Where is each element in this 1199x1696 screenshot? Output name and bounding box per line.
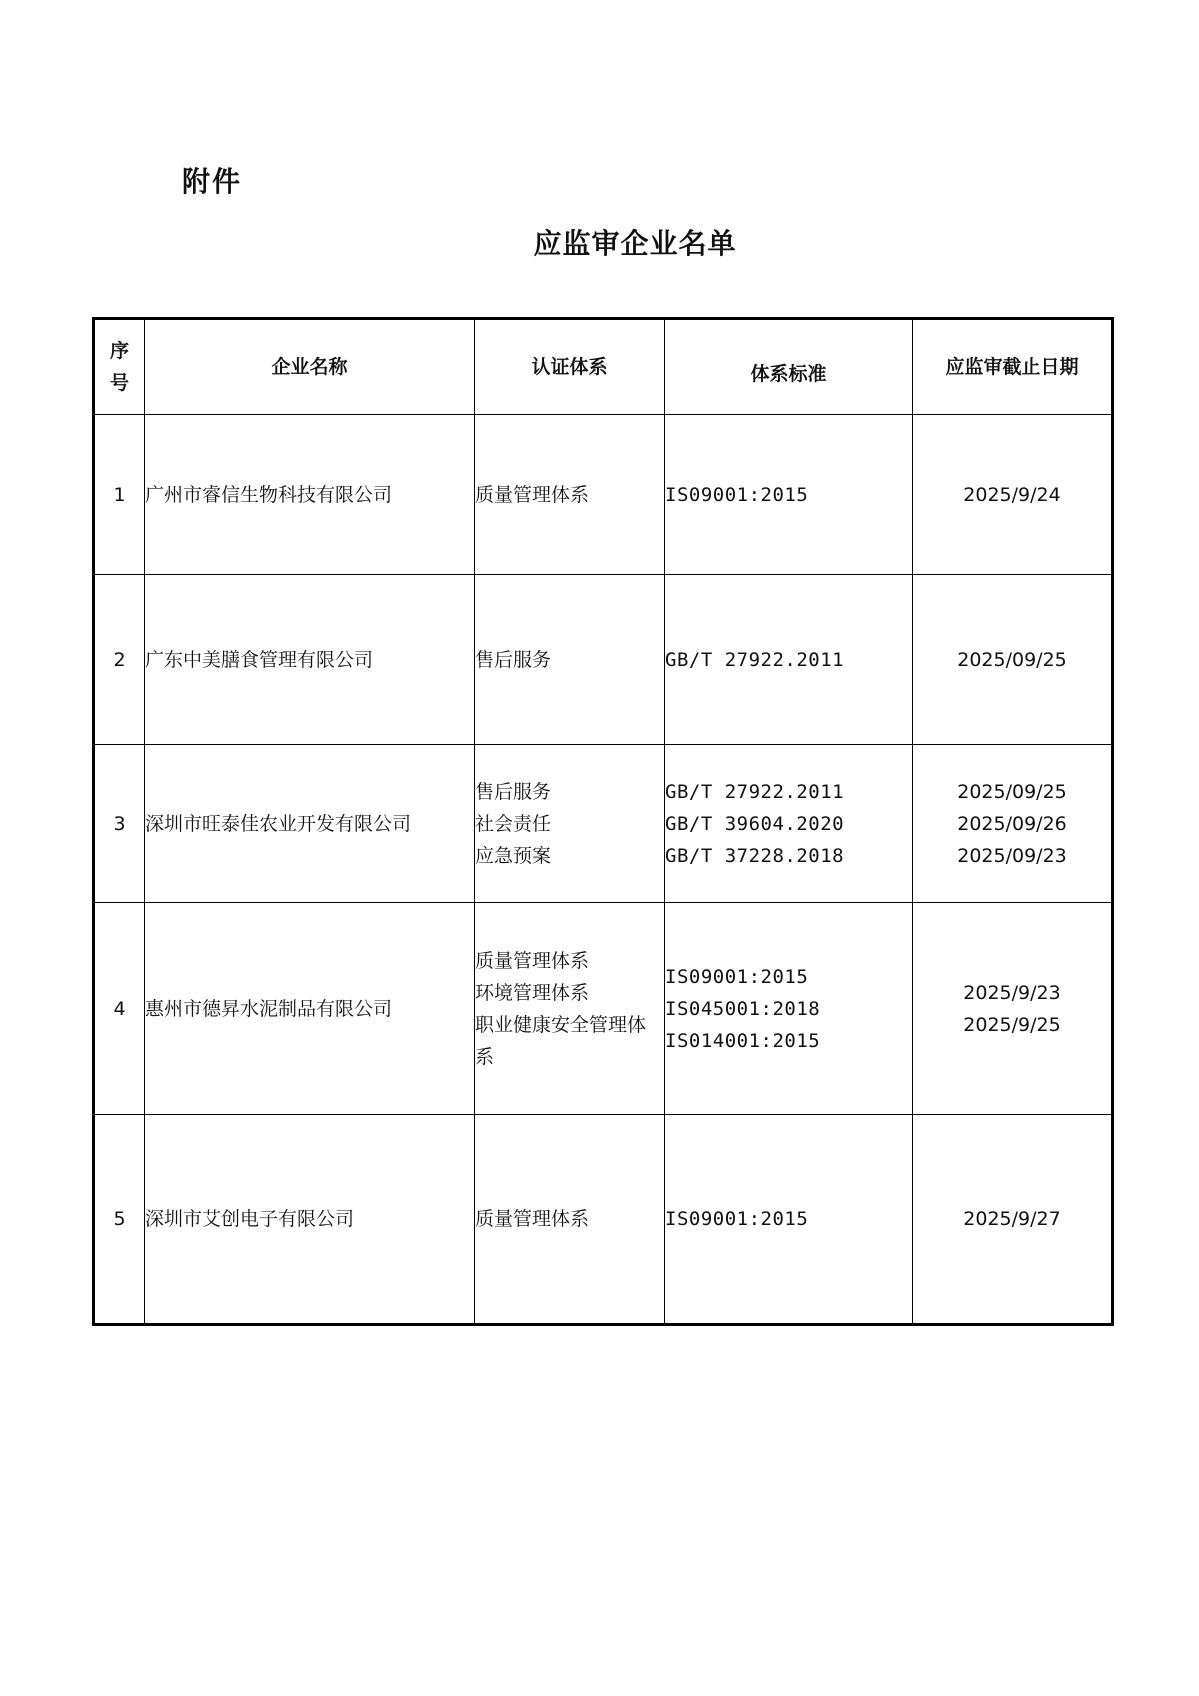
row-number: 5 (94, 1115, 145, 1325)
company-name: 广州市睿信生物科技有限公司 (145, 415, 475, 575)
certification-system: 售后服务 社会责任 应急预案 (475, 745, 665, 903)
company-name: 深圳市艾创电子有限公司 (145, 1115, 475, 1325)
certification-system: 售后服务 (475, 575, 665, 745)
row-number: 4 (94, 903, 145, 1115)
row-number: 2 (94, 575, 145, 745)
system-standard: GB/T 27922.2011 GB/T 39604.2020 GB/T 37228.2018 (665, 745, 913, 903)
table-row (94, 1115, 1113, 1325)
header-company-name: 企业名称 (145, 319, 475, 415)
row-number: 1 (94, 415, 145, 575)
company-name: 深圳市旺泰佳农业开发有限公司 (145, 745, 475, 903)
table-row (94, 903, 1113, 1115)
audit-deadline: 2025/9/27 (913, 1115, 1113, 1325)
audit-deadline: 2025/9/24 (913, 415, 1113, 575)
header-audit-deadline: 应监审截止日期 (913, 319, 1113, 415)
company-name: 惠州市德昇水泥制品有限公司 (145, 903, 475, 1115)
table-row (94, 745, 1113, 903)
system-standard: IS09001:2015 (665, 1115, 913, 1325)
certification-system: 质量管理体系 (475, 1115, 665, 1325)
header-serial-number: 序 号 (94, 319, 145, 415)
certification-system: 质量管理体系 环境管理体系 职业健康安全管理体系 (475, 903, 665, 1115)
system-standard: IS09001:2015 (665, 415, 913, 575)
table-row (94, 415, 1113, 575)
audit-deadline: 2025/09/25 2025/09/26 2025/09/23 (913, 745, 1113, 903)
header-certification-system: 认证体系 (475, 319, 665, 415)
system-standard: IS09001:2015 IS045001:2018 IS014001:2015 (665, 903, 913, 1115)
audit-deadline: 2025/09/25 (913, 575, 1113, 745)
company-name: 广东中美膳食管理有限公司 (145, 575, 475, 745)
table-row (94, 575, 1113, 745)
document-title: 应监审企业名单 (533, 227, 737, 260)
enterprise-table (92, 317, 1114, 1326)
table-header-row (94, 319, 1113, 415)
audit-deadline: 2025/9/23 2025/9/25 (913, 903, 1113, 1115)
certification-system: 质量管理体系 (475, 415, 665, 575)
system-standard: GB/T 27922.2011 (665, 575, 913, 745)
header-system-standard: 体系标准 (665, 319, 913, 415)
row-number: 3 (94, 745, 145, 903)
attachment-label: 附件 (182, 165, 243, 198)
